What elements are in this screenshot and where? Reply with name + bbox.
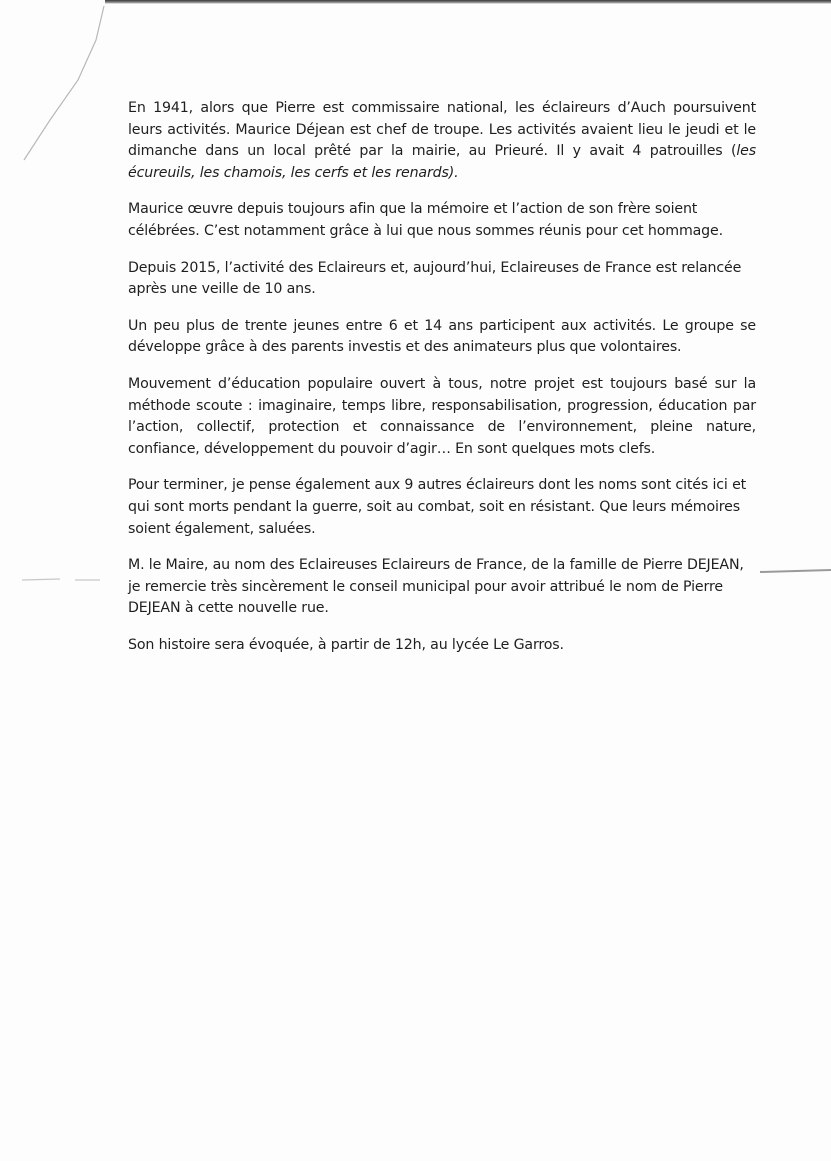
scan-top-edge — [105, 0, 831, 4]
paragraph-3: Depuis 2015, l’activité des Eclaireurs et, aujourd’hui, Eclaireuses de France est relancée après une veille de 10 ans. — [128, 259, 742, 298]
paragraph-1 — [128, 98, 756, 184]
scan-fold-mark — [0, 0, 120, 170]
paragraph-2: Maurice œuvre depuis toujours afin que la mémoire et l’action de son frère soient célébrées. C’est notamment grâce à lui que nous sommes réunis pour cet hommage. — [128, 201, 723, 239]
paragraph-5: Mouvement d’éducation populaire ouvert à tous, notre projet est toujours basé sur la méthode scoute : imaginaire, temps libre, responsabilisation, progression, éducation par l’action, collectif, protection et connaissance de l’environnement, pleine nature, confiance, développement du pouvoir d’agir… En sont quelques mots clefs. — [128, 375, 756, 457]
paragraph-1-italic: les écureuils, les chamois, les cerfs et les renards). — [128, 143, 756, 181]
paragraph-4: Un peu plus de trente jeunes entre 6 et 14 ans participent aux activités. Le groupe se développe grâce à des parents investis et des animateurs plus que volontaires. — [128, 317, 756, 356]
paragraph-7: M. le Maire, au nom des Eclaireuses Eclaireurs de France, de la famille de Pierre DEJEAN, je remercie très sincèrement le conseil municipal pour avoir attribué le nom de Pierre DEJEAN à cette nouvelle rue. — [128, 557, 744, 617]
paragraph-1-text: En 1941, alors que Pierre est commissaire national, les éclaireurs d’Auch poursuivent leurs activités. Maurice Déjean est chef de troupe. Les activités avaient lieu le jeudi et le dimanche dans un local prêté par la mairie, au Prieuré. Il y avait 4 patrouilles ( — [128, 100, 756, 160]
paragraph-6: Pour terminer, je pense également aux 9 autres éclaireurs dont les noms sont cités ici et qui sont morts pendant la guerre, soit au combat, soit en résistant. Que leurs mémoires soient également, saluées. — [128, 477, 747, 537]
paragraph-8: Son histoire sera évoquée, à partir de 12h, au lycée Le Garros. — [128, 636, 564, 653]
letter-body — [128, 98, 756, 671]
